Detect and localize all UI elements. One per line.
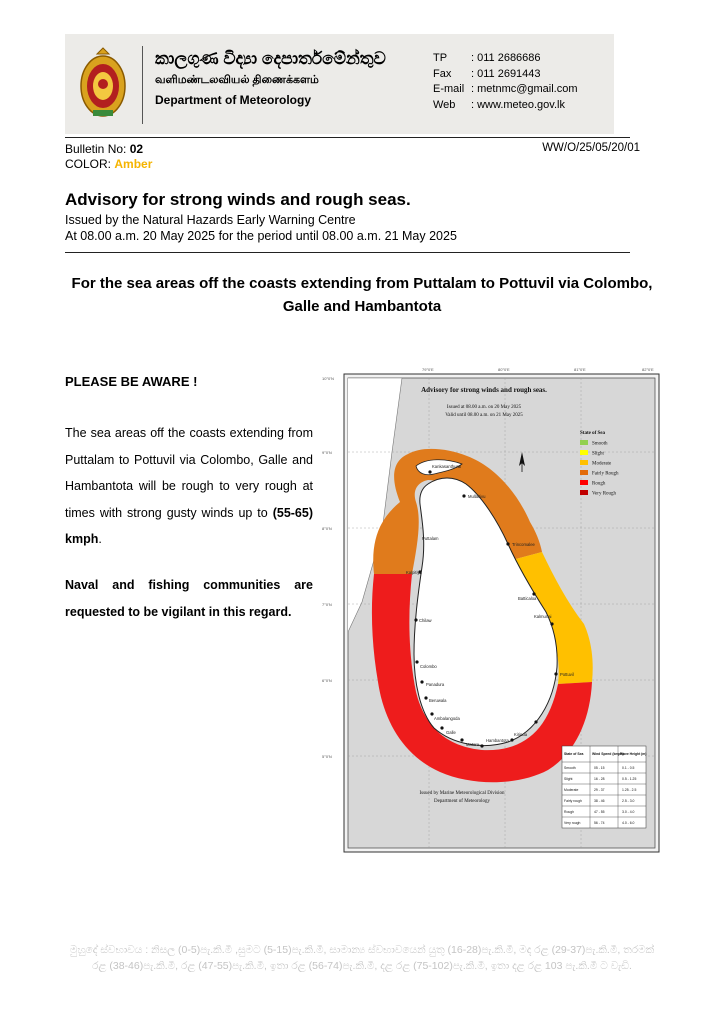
contact-fax: [433, 67, 578, 83]
bulletin-meta: [65, 142, 152, 172]
place-label: Puttalam: [422, 536, 439, 541]
color-value: Amber: [114, 157, 153, 171]
organization-name: [155, 48, 425, 110]
sea-state-table: [562, 746, 646, 828]
place-label: Chilaw: [419, 618, 432, 623]
map-valid: Valid until 08.00 a.m. on 21 May 2025: [445, 413, 523, 418]
legend-label: Slight: [592, 451, 604, 457]
table-cell: 3.0 - 4.0: [622, 810, 635, 814]
place-label: Matara: [466, 742, 480, 747]
table-cell: 1.25 - 2.5: [622, 788, 637, 792]
table-cell: 4.0 - 6.0: [622, 821, 635, 825]
org-name-sinhala: කාලගුණ විද්‍යා දෙපාර්තමේන්තුව: [155, 49, 386, 68]
advisory-body: [65, 420, 313, 553]
contact-value[interactable]: : metnmc@gmail.com: [471, 83, 578, 95]
title-rule: [65, 252, 630, 253]
advisory-issued: [65, 212, 457, 244]
color-label: COLOR:: [65, 157, 112, 171]
lat-tick-label: 10°0'N: [322, 376, 334, 381]
place-label: Ambalangoda: [434, 716, 460, 721]
national-emblem-icon: [79, 46, 127, 120]
letterhead-divider: [142, 46, 143, 124]
contact-block: [433, 51, 578, 113]
place-label: Trincomalee: [512, 542, 535, 547]
place-label: Colombo: [420, 664, 437, 669]
place-label: Hambantota: [486, 738, 509, 743]
table-cell: Rough: [564, 810, 574, 814]
wind-speed: (55-65) kmph: [65, 505, 313, 546]
place-label: Beruwala: [429, 698, 447, 703]
lon-tick-label: 81°0'E: [574, 367, 586, 372]
header-rule: [65, 137, 630, 138]
lon-tick-label: 79°0'E: [422, 367, 434, 372]
legend-title: State of Sea: [580, 431, 605, 436]
contact-label: Fax: [433, 67, 452, 80]
place-label: Kalpitiya: [406, 570, 422, 575]
legend-label: Fairly Rough: [592, 471, 619, 477]
advisory-title: Advisory for strong winds and rough seas.: [65, 190, 411, 209]
lat-tick-label: 5°0'N: [322, 754, 332, 759]
footer-sea-state-note: මුහුදේ ස්වභාවය : නිසල (0-5)පැ.කි.මී ,සුමට (5-15)පැ.කි.මී, සාමාන්‍ය ස්වභාවයෙන් යුතු (16-28)පැ.කි.මී, මද රළ (29-37)පැ.කි.මී, තරමක් රළ (38-46)පැ.කි.මී, රළ (47-55)පැ.කි.මී, ඉතා රළ (56-74)පැ.කි.මී, දළ රළ (75-102)පැ.කි.මී, ඉතා දළ රළ 103 පැ.කි.මී ට වැඩි.: [69, 944, 655, 972]
bulletin-no-label: Bulletin No:: [65, 142, 127, 156]
contact-tp: [433, 51, 578, 67]
legend-label: Moderate: [592, 461, 612, 467]
legend-label: Rough: [592, 481, 606, 487]
map-issued-by: Issued by Marine Meteorological Division: [419, 791, 505, 796]
bulletin-reference: WW/O/25/05/20/01: [542, 142, 640, 154]
table-header: State of Sea: [564, 752, 584, 756]
map-issued: Issued at 08.00 a.m. on 20 May 2025: [446, 405, 522, 410]
table-cell: 16 - 28: [594, 777, 605, 781]
lat-tick-label: 8°0'N: [322, 526, 332, 531]
lat-tick-label: 7°0'N: [322, 602, 332, 607]
advisory-period: At 08.00 a.m. 20 May 2025 for the period until 08.00 a.m. 21 May 2025: [65, 229, 457, 243]
contact-email: [433, 82, 578, 98]
body-text: The sea areas off the coasts extending from Puttalam to Pottuvil via Colombo, Galle and Hambantota will be rough to very rough at times with strong gusty winds up to: [65, 426, 313, 520]
table-cell: Slight: [564, 777, 573, 781]
aware-heading: PLEASE BE AWARE !: [65, 374, 198, 389]
table-cell: 38 - 46: [594, 799, 605, 803]
lon-tick-label: 82°0'E: [642, 367, 654, 372]
table-cell: Fairly rough: [564, 799, 582, 803]
area-title: For the sea areas off the coasts extending from Puttalam to Pottuvil via Colombo, Galle and Hambantota: [71, 275, 653, 315]
table-cell: Moderate: [564, 788, 579, 792]
lat-tick-label: 9°0'N: [322, 450, 332, 455]
map-title: Advisory for strong winds and rough seas.: [421, 386, 547, 394]
bulletin-no: 02: [129, 142, 144, 156]
contact-label: Web: [433, 98, 456, 111]
place-label: Kankasanthurai: [432, 464, 462, 469]
table-cell: 47 - 55: [594, 810, 605, 814]
table-cell: Very rough: [564, 821, 581, 825]
place-label: Kalmunai: [534, 614, 552, 619]
place-label: Panadura: [426, 682, 445, 687]
lon-tick-label: 80°0'E: [498, 367, 510, 372]
table-cell: 0.5 - 1.25: [622, 777, 637, 781]
body-end: .: [98, 532, 102, 546]
table-cell: Smooth: [564, 766, 576, 770]
contact-label: E-mail: [433, 83, 465, 95]
naval-warning: Naval and fishing communities are requested to be vigilant in this regard.: [65, 578, 313, 619]
org-name-english: Department of Meteorology: [155, 93, 312, 107]
contact-web: [433, 98, 578, 114]
table-cell: 05 - 15: [594, 766, 605, 770]
legend-label: Smooth: [592, 441, 608, 447]
place-label: Pottuvil: [560, 672, 574, 677]
legend-label: Very Rough: [592, 491, 617, 497]
letterhead: [65, 34, 614, 134]
table-cell: 56 - 74: [594, 821, 605, 825]
contact-value[interactable]: : www.meteo.gov.lk: [471, 98, 565, 111]
map-department: Department of Meteorology: [433, 799, 491, 804]
contact-value: : 011 2686686: [471, 52, 541, 64]
issued-by: Issued by the Natural Hazards Early Warning Centre: [65, 213, 356, 227]
org-name-tamil: வளிமண்டலவியல் திணைக்களம்: [155, 74, 319, 86]
place-label: Galle: [446, 730, 456, 735]
table-cell: 2.5 - 3.0: [622, 799, 635, 803]
place-label: Mullaitivu: [468, 494, 486, 499]
contact-label: TP: [433, 52, 448, 64]
table-header: Wave Height (m): [620, 752, 647, 756]
contact-value: : 011 2691443: [471, 67, 541, 80]
lat-tick-label: 6°0'N: [322, 678, 332, 683]
sea-state-map: [322, 362, 678, 858]
table-cell: 29 - 37: [594, 788, 605, 792]
place-label: Batticaloa: [518, 596, 537, 601]
place-label: Kirinda: [514, 732, 528, 737]
table-cell: 0.1 - 0.5: [622, 766, 635, 770]
table-header: Wind Speed (kmph): [592, 752, 624, 756]
